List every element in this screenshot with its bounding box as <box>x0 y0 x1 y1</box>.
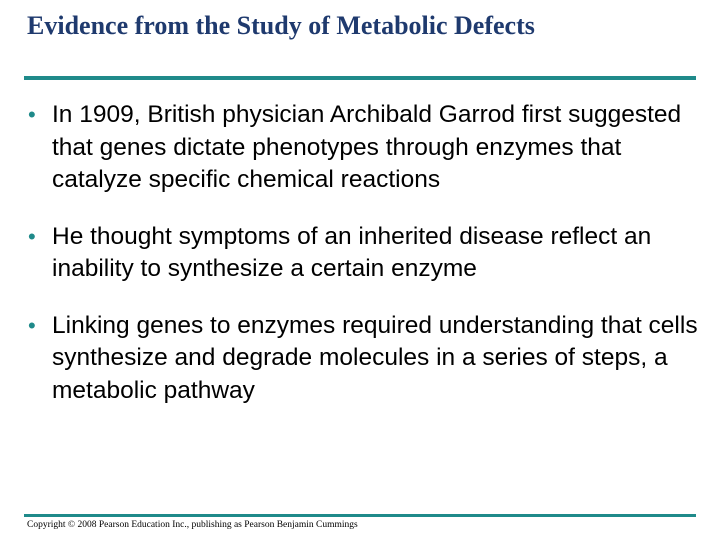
title-divider <box>24 76 696 80</box>
bullet-text: He thought symptoms of an inherited disease reflect an inability to synthesize a certain enzyme <box>52 222 652 282</box>
copyright-notice: Copyright © 2008 Pearson Education Inc., publishing as Pearson Benjamin Cummings <box>27 520 358 530</box>
bullet-icon: • <box>28 223 36 249</box>
bullet-item <box>26 310 706 408</box>
slide-title: Evidence from the Study of Metabolic Defects <box>27 11 535 40</box>
bullet-icon: • <box>28 102 36 127</box>
bullet-text: Linking genes to enzymes required understanding that cells synthesize and degrade molecules in a series of steps, a metabolic pathway <box>52 311 698 404</box>
bullet-item <box>26 99 706 197</box>
bullet-text: In 1909, British physician Archibald Garrod first suggested that genes dictate phenotypes through enzymes that catalyze specific chemical reactions <box>52 101 682 193</box>
footer-divider <box>24 514 696 517</box>
bullet-item <box>26 221 706 286</box>
bullet-icon: • <box>28 312 36 338</box>
bullet-list <box>26 99 706 407</box>
